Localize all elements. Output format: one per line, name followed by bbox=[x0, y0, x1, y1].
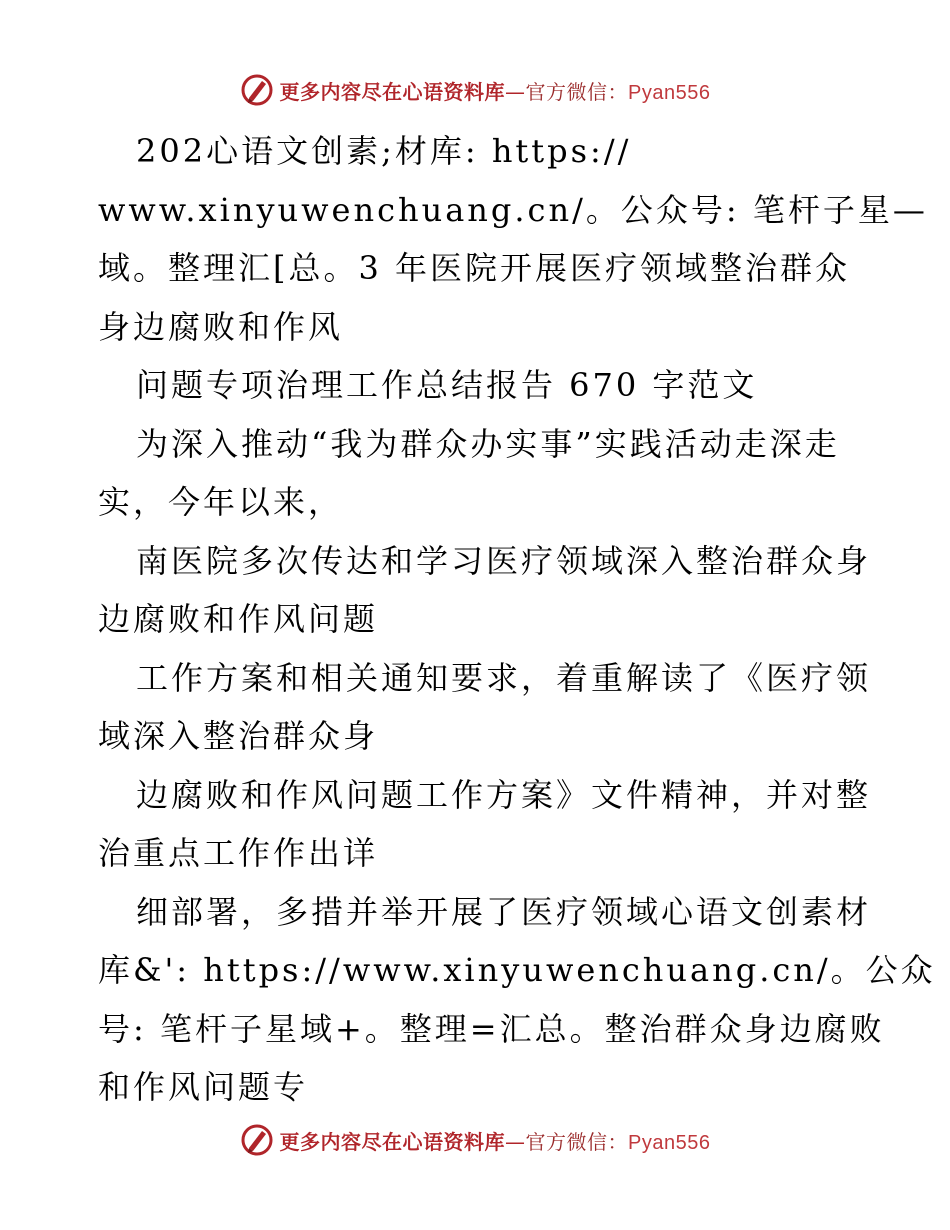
banner-main-text: 更多内容尽在心语资料库 bbox=[279, 1129, 506, 1154]
footer-watermark-banner bbox=[0, 1120, 950, 1160]
text-line: 202心语文创素;材库: https:// bbox=[136, 132, 632, 170]
text-line: 边腐败和作风问题 bbox=[98, 600, 379, 638]
text-line: 库&': https://www.xinyuwenchuang.cn/。公众 bbox=[98, 951, 936, 989]
document-body bbox=[98, 122, 936, 1117]
banner-main-text: 更多内容尽在心语资料库 bbox=[279, 79, 506, 104]
banner-text bbox=[280, 1126, 711, 1155]
banner-dash: — bbox=[505, 1129, 526, 1154]
banner-dash: — bbox=[505, 79, 526, 104]
text-line: 域深入整治群众身 bbox=[98, 717, 379, 755]
banner-wechat-id: Pyan556 bbox=[628, 1131, 711, 1154]
paragraph bbox=[98, 766, 872, 883]
paragraph bbox=[98, 415, 858, 532]
pen-circle-logo-icon bbox=[240, 73, 274, 107]
banner-wechat-label: 官方微信： bbox=[525, 79, 629, 104]
text-line: 治重点工作作出详 bbox=[98, 834, 379, 872]
banner-wechat-id: Pyan556 bbox=[628, 81, 711, 104]
text-line: 为深入推动“我为群众办实事”实践活动走深走 bbox=[136, 424, 840, 463]
text-line: 问题专项治理工作总结报告 670 字范文 bbox=[136, 366, 758, 404]
text-line: 边腐败和作风问题工作方案》文件精神，并对整 bbox=[136, 775, 872, 814]
header-watermark-banner bbox=[0, 70, 950, 110]
paragraph bbox=[98, 532, 872, 649]
banner-text bbox=[280, 76, 711, 105]
paragraph bbox=[98, 122, 928, 356]
text-line: 域。整理汇[总。3 年医院开展医疗领域整治群众 bbox=[98, 249, 851, 287]
text-line: 和作风问题专 bbox=[98, 1068, 309, 1106]
text-line: 南医院多次传达和学习医疗领域深入整治群众身 bbox=[136, 541, 872, 580]
text-line: 细部署，多措并举开展了医疗领域心语文创素材 bbox=[136, 892, 872, 931]
text-line: 身边腐败和作风 bbox=[98, 307, 344, 346]
text-line: 实，今年以来， bbox=[98, 483, 344, 521]
banner-wechat-label: 官方微信： bbox=[525, 1129, 629, 1154]
pen-circle-logo-icon bbox=[240, 1123, 274, 1157]
text-line: www.xinyuwenchuang.cn/。公众号: 笔杆子星— bbox=[98, 190, 928, 229]
text-line: 号: 笔杆子星域+。整理=汇总。整治群众身边腐败 bbox=[98, 1009, 885, 1048]
text-line: 工作方案和相关通知要求，着重解读了《医疗领 bbox=[136, 658, 872, 697]
paragraph bbox=[98, 883, 936, 1117]
paragraph bbox=[98, 356, 858, 415]
paragraph bbox=[98, 649, 872, 766]
